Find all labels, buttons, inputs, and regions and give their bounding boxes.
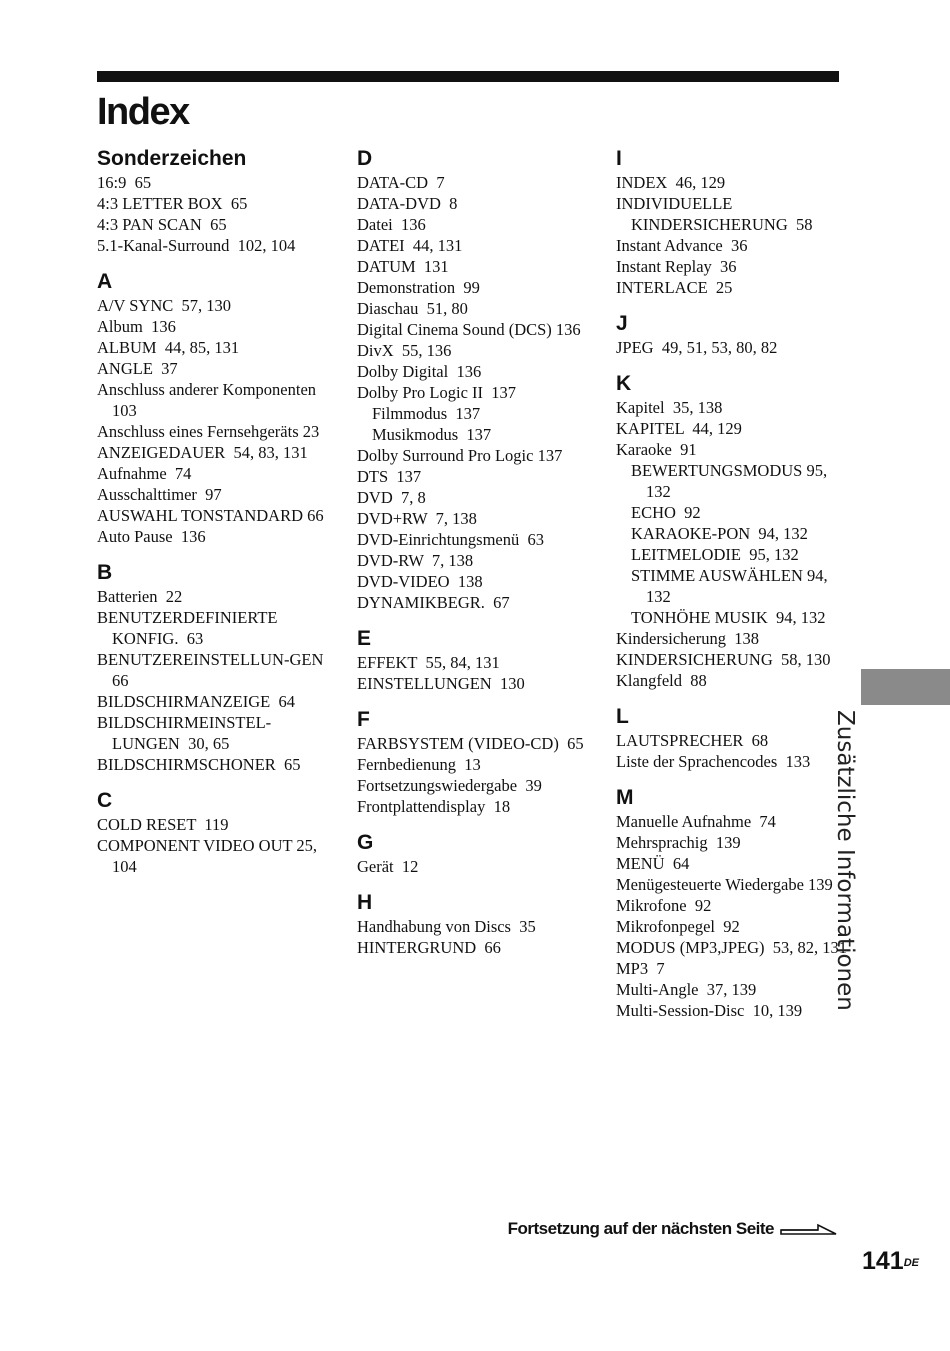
page-number-value: 141 xyxy=(862,1247,904,1275)
continue-note: Fortsetzung auf der nächsten Seite xyxy=(507,1219,774,1238)
section-heading: F xyxy=(357,708,370,731)
index-entry: DATUM 131 xyxy=(357,257,449,276)
index-column-2 xyxy=(357,146,597,971)
index-section xyxy=(97,146,337,256)
index-entry: DATA-DVD 8 xyxy=(357,194,458,213)
index-subentry: Filmmodus 137 xyxy=(372,404,481,423)
section-heading: J xyxy=(616,312,628,335)
index-subentry: BEWERTUNGSMODUS 95, 132 xyxy=(631,461,832,501)
index-section xyxy=(357,830,597,877)
index-entry: Diaschau 51, 80 xyxy=(357,299,468,318)
index-entry: DVD+RW 7, 138 xyxy=(357,509,477,528)
index-entry: Handhabung von Discs 35 xyxy=(357,917,536,936)
index-section xyxy=(97,788,337,877)
index-section xyxy=(357,626,597,694)
index-entry: Dolby Surround Pro Logic 137 xyxy=(357,446,563,465)
index-entry: INTERLACE 25 xyxy=(616,278,733,297)
continue-arrow-icon xyxy=(780,1215,838,1239)
index-entry: Gerät 12 xyxy=(357,857,419,876)
index-entry: A/V SYNC 57, 130 xyxy=(97,296,232,315)
index-section xyxy=(357,707,597,817)
index-section xyxy=(616,146,851,298)
index-entry: Dolby Digital 136 xyxy=(357,362,482,381)
index-entry: DYNAMIKBEGR. 67 xyxy=(357,593,510,612)
index-entry: INDIVIDUELLE KINDERSICHERUNG 58 xyxy=(616,194,813,234)
index-entry: MP3 7 xyxy=(616,959,665,978)
page-number xyxy=(862,1244,919,1278)
index-entry: BENUTZEREINSTELLUN-GEN 66 xyxy=(97,650,332,690)
index-entry: BENUTZERDEFINIERTE KONFIG. 63 xyxy=(97,608,282,648)
index-entry: Dolby Pro Logic II 137 xyxy=(357,383,517,402)
section-heading: E xyxy=(357,627,372,650)
index-entry: Auto Pause 136 xyxy=(97,527,206,546)
section-heading: B xyxy=(97,561,113,584)
index-entry: Batterien 22 xyxy=(97,587,183,606)
index-entry: Manuelle Aufnahme 74 xyxy=(616,812,776,831)
section-heading: G xyxy=(357,831,374,854)
index-section xyxy=(97,560,337,775)
index-entry: DVD-Einrichtungsmenü 63 xyxy=(357,530,544,549)
index-entry: Fortsetzungswiedergabe 39 xyxy=(357,776,542,795)
index-section xyxy=(616,371,851,691)
index-entry: BILDSCHIRMEINSTEL-LUNGEN 30, 65 xyxy=(97,713,272,753)
index-entry: Demonstration 99 xyxy=(357,278,480,297)
index-entry: Datei 136 xyxy=(357,215,426,234)
section-heading: A xyxy=(97,270,113,293)
index-subentry: TONHÖHE MUSIK 94, 132 xyxy=(631,608,826,627)
index-entry: LAUTSPRECHER 68 xyxy=(616,731,769,750)
index-entry: Frontplattendisplay 18 xyxy=(357,797,511,816)
index-subentry: KARAOKE-PON 94, 132 xyxy=(631,524,808,543)
index-entry: DATA-CD 7 xyxy=(357,173,445,192)
index-entry: INDEX 46, 129 xyxy=(616,173,726,192)
index-entry: DVD 7, 8 xyxy=(357,488,426,507)
index-entry: Fernbedienung 13 xyxy=(357,755,481,774)
section-heading: D xyxy=(357,147,373,170)
index-entry: KAPITEL 44, 129 xyxy=(616,419,742,438)
index-section xyxy=(357,890,597,958)
index-entry: Multi-Angle 37, 139 xyxy=(616,980,757,999)
index-entry: Anschluss anderer Komponenten 103 xyxy=(97,380,325,420)
index-entry: ANZEIGEDAUER 54, 83, 131 xyxy=(97,443,308,462)
index-entry: EFFEKT 55, 84, 131 xyxy=(357,653,500,672)
index-entry: Multi-Session-Disc 10, 139 xyxy=(616,1001,803,1020)
index-entry: COMPONENT VIDEO OUT 25, 104 xyxy=(97,836,322,876)
index-entry: DivX 55, 136 xyxy=(357,341,452,360)
index-entry: 16:9 65 xyxy=(97,173,152,192)
index-entry: HINTERGRUND 66 xyxy=(357,938,501,957)
section-heading: K xyxy=(616,372,632,395)
index-entry: 4:3 LETTER BOX 65 xyxy=(97,194,248,213)
index-column-1 xyxy=(97,146,337,890)
index-entry: Anschluss eines Fernsehgeräts 23 xyxy=(97,422,320,441)
top-rule xyxy=(97,71,839,82)
index-entry: Kapitel 35, 138 xyxy=(616,398,723,417)
index-entry: DVD-RW 7, 138 xyxy=(357,551,474,570)
section-heading: Sonderzeichen xyxy=(97,147,247,170)
index-entry: Mehrsprachig 139 xyxy=(616,833,741,852)
index-section xyxy=(616,311,851,358)
index-entry: Album 136 xyxy=(97,317,176,336)
index-entry: COLD RESET 119 xyxy=(97,815,229,834)
index-subentry: STIMME AUSWÄHLEN 94, 132 xyxy=(631,566,832,606)
side-tab-label: Zusätzliche Informationen xyxy=(832,710,858,1011)
index-entry: FARBSYSTEM (VIDEO-CD) 65 xyxy=(357,734,584,753)
index-entry: ALBUM 44, 85, 131 xyxy=(97,338,240,357)
index-entry: Instant Replay 36 xyxy=(616,257,737,276)
index-entry: Kindersicherung 138 xyxy=(616,629,759,648)
index-entry: DATEI 44, 131 xyxy=(357,236,463,255)
index-entry: AUSWAHL TONSTANDARD 66 xyxy=(97,506,324,525)
index-entry: MODUS (MP3,JPEG) 53, 82, 131 xyxy=(616,938,848,957)
index-entry: 5.1-Kanal-Surround 102, 104 xyxy=(97,236,296,255)
index-entry: Karaoke 91 xyxy=(616,440,697,459)
index-section xyxy=(357,146,597,613)
index-entry: KINDERSICHERUNG 58, 130 xyxy=(616,650,831,669)
side-tab-marker xyxy=(861,669,950,705)
section-heading: M xyxy=(616,786,634,809)
index-entry: MENÜ 64 xyxy=(616,854,690,873)
section-heading: I xyxy=(616,147,622,170)
index-entry: Digital Cinema Sound (DCS) 136 xyxy=(357,320,581,339)
index-entry: DVD-VIDEO 138 xyxy=(357,572,483,591)
index-entry: Ausschalttimer 97 xyxy=(97,485,222,504)
index-entry: Mikrofone 92 xyxy=(616,896,712,915)
index-entry: Klangfeld 88 xyxy=(616,671,707,690)
index-column-3 xyxy=(616,146,851,1034)
index-section xyxy=(616,704,851,772)
index-entry: Instant Advance 36 xyxy=(616,236,748,255)
index-entry: Menügesteuerte Wiedergabe 139 xyxy=(616,875,833,894)
index-subentry: Musikmodus 137 xyxy=(372,425,492,444)
index-entry: ANGLE 37 xyxy=(97,359,178,378)
index-section xyxy=(97,269,337,547)
index-entry: Liste der Sprachencodes 133 xyxy=(616,752,811,771)
index-entry: EINSTELLUNGEN 130 xyxy=(357,674,525,693)
index-entry: JPEG 49, 51, 53, 80, 82 xyxy=(616,338,778,357)
page-number-suffix: DE xyxy=(903,1257,919,1269)
index-section xyxy=(616,785,851,1021)
index-entry: BILDSCHIRMANZEIGE 64 xyxy=(97,692,295,711)
index-entry: BILDSCHIRMSCHONER 65 xyxy=(97,755,301,774)
index-entry: 4:3 PAN SCAN 65 xyxy=(97,215,227,234)
index-entry: Aufnahme 74 xyxy=(97,464,192,483)
section-heading: L xyxy=(616,705,629,728)
index-entry: Mikrofonpegel 92 xyxy=(616,917,740,936)
section-heading: C xyxy=(97,789,113,812)
page-title: Index xyxy=(97,91,189,133)
index-subentry: ECHO 92 xyxy=(631,503,701,522)
section-heading: H xyxy=(357,891,373,914)
index-subentry: LEITMELODIE 95, 132 xyxy=(631,545,799,564)
index-entry: DTS 137 xyxy=(357,467,422,486)
